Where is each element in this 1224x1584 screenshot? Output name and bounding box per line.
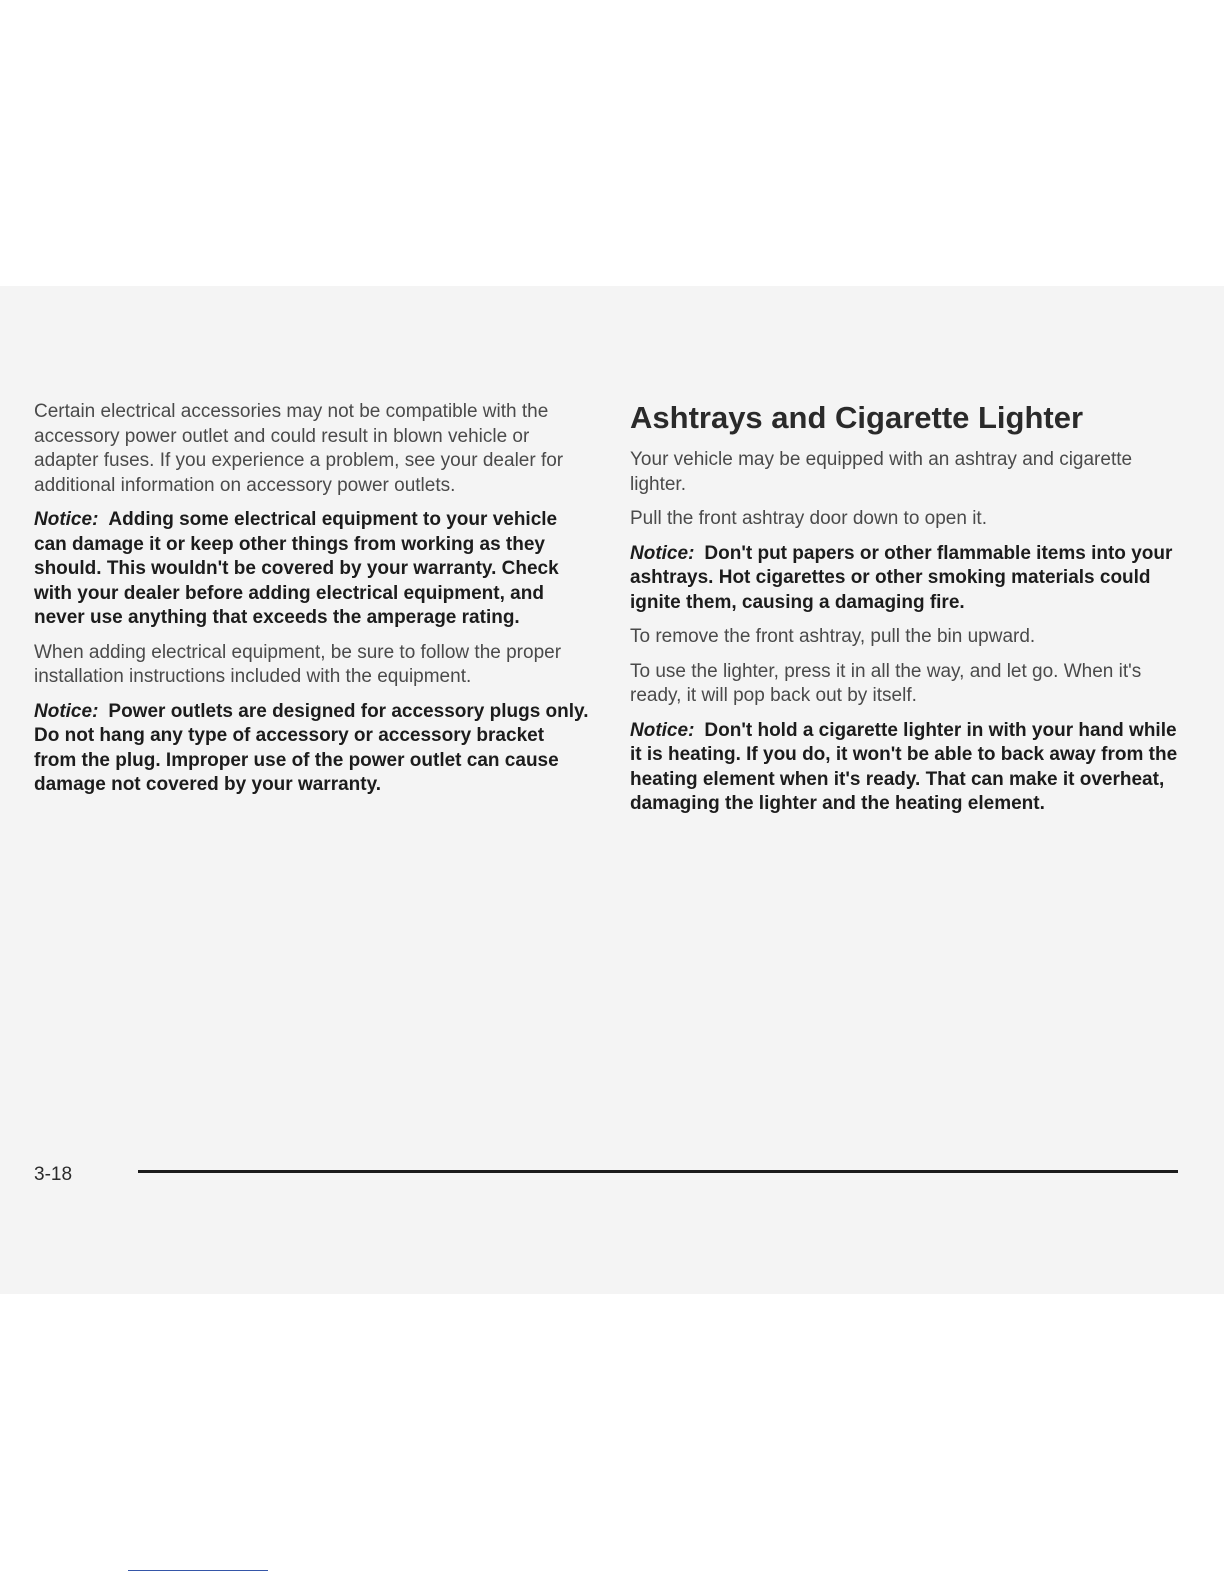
notice-text: Power outlets are designed for accessory plugs only. Do not hang any type of accessory or accessory bracket from the plug. Improper use of the power outlet can cause damage not covered by your warranty. (34, 700, 589, 795)
paragraph-remove-ashtray: To remove the front ashtray, pull the bin upward. (630, 626, 1036, 647)
notice-text: Don't hold a cigarette lighter in with your hand while it is heating. If you do, it won't be able to back away from the heating element when it's ready. That can make it overheat, damaging the lighter and the heating element. (630, 719, 1178, 814)
notice-power-outlets (34, 700, 589, 798)
paragraph-open-ashtray: Pull the front ashtray door down to open it. (630, 508, 987, 529)
section-heading: Ashtrays and Cigarette Lighter (630, 400, 1084, 435)
notice-text: Adding some electrical equipment to your vehicle can damage it or keep other things from working as they should. This wouldn't be covered by your warranty. Check with your dealer before adding electrical equipment, and never use anything that exceeds the amperage rating. (34, 509, 559, 628)
page-number: 3-18 (34, 1164, 73, 1185)
paragraph-installation: When adding electrical equipment, be sure to follow the proper installation instructions included with the equipment. (34, 641, 562, 687)
notice-label: Notice: (630, 542, 695, 564)
paragraph-use-lighter: To use the lighter, press it in all the way, and let go. When it's ready, it will pop back out by itself. (630, 660, 1142, 706)
paragraph-compatibility: Certain electrical accessories may not be compatible with the accessory power outlet and could result in blown vehicle or adapter fuses. If you experience a problem, see your dealer for additional information on accessory power outlets. (34, 401, 564, 496)
notice-text: Don't put papers or other flammable items into your ashtrays. Hot cigarettes or other smoking materials could ignite them, causing a damaging fire. (630, 542, 1173, 613)
footer-rule (138, 1170, 1178, 1173)
notice-label: Notice: (34, 509, 99, 530)
notice-lighter (630, 719, 1186, 817)
left-column (34, 400, 589, 808)
notice-label: Notice: (630, 719, 695, 741)
notice-label: Notice: (34, 700, 99, 722)
right-column (630, 400, 1186, 827)
paragraph-equipped: Your vehicle may be equipped with an ashtray and cigarette lighter. (630, 449, 1133, 495)
bottom-rule (128, 1570, 268, 1571)
notice-flammable (630, 542, 1186, 616)
notice-electrical-equipment (34, 508, 589, 631)
